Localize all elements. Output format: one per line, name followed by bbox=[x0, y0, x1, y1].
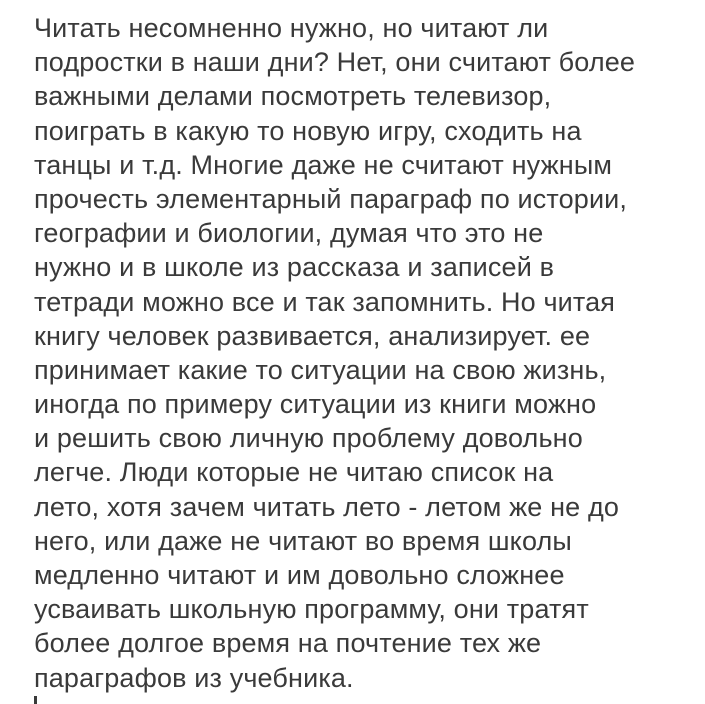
text-line-12: иногда по примеру ситуации из книги можно bbox=[34, 389, 597, 420]
text-line-20: параграфов из учебника. bbox=[34, 662, 354, 693]
text-line-3: важными делами посмотреть телевизор, bbox=[34, 81, 552, 112]
text-line-19: более долгое время на почтение тех же bbox=[34, 628, 542, 659]
text-line-16: него, или даже не читают во время школы bbox=[34, 525, 572, 556]
text-line-7: географии и биологии, думая что это не bbox=[34, 218, 544, 249]
text-line-6: прочесть элементарный параграф по истории, bbox=[34, 183, 628, 214]
text-line-4: поиграть в какую то новую игру, сходить на bbox=[34, 115, 582, 146]
text-line-18: усваивать школьную программу, они тратят bbox=[34, 594, 589, 625]
text-line-14: легче. Люди которые не читаю список на bbox=[34, 457, 554, 488]
text-line-17: медленно читают и им довольно сложнее bbox=[34, 560, 565, 590]
text-line-8: нужно и в школе из рассказа и записей в bbox=[34, 252, 555, 283]
text-line-11: принимает какие то ситуации на свою жизнь, bbox=[34, 354, 607, 385]
text-line-1: Читать несомненно нужно, но читают ли bbox=[34, 13, 549, 43]
text-line-9: тетради можно все и так запомнить. Но читая bbox=[34, 286, 616, 317]
text-line-5: танцы и т.д. Многие даже не считают нужным bbox=[34, 149, 613, 180]
cut-off-next-line bbox=[34, 696, 54, 704]
text-line-15: лето, хотя зачем читать лето - летом же не до bbox=[34, 491, 620, 522]
text-line-10: книгу человек развивается, анализирует. ее bbox=[34, 320, 591, 351]
text-line-13: и решить свою личную проблему довольно bbox=[34, 423, 583, 454]
document-text bbox=[34, 11, 704, 695]
cut-off-glyph bbox=[34, 696, 37, 704]
text-line-2: подростки в наши дни? Нет, они считают более bbox=[34, 47, 636, 78]
